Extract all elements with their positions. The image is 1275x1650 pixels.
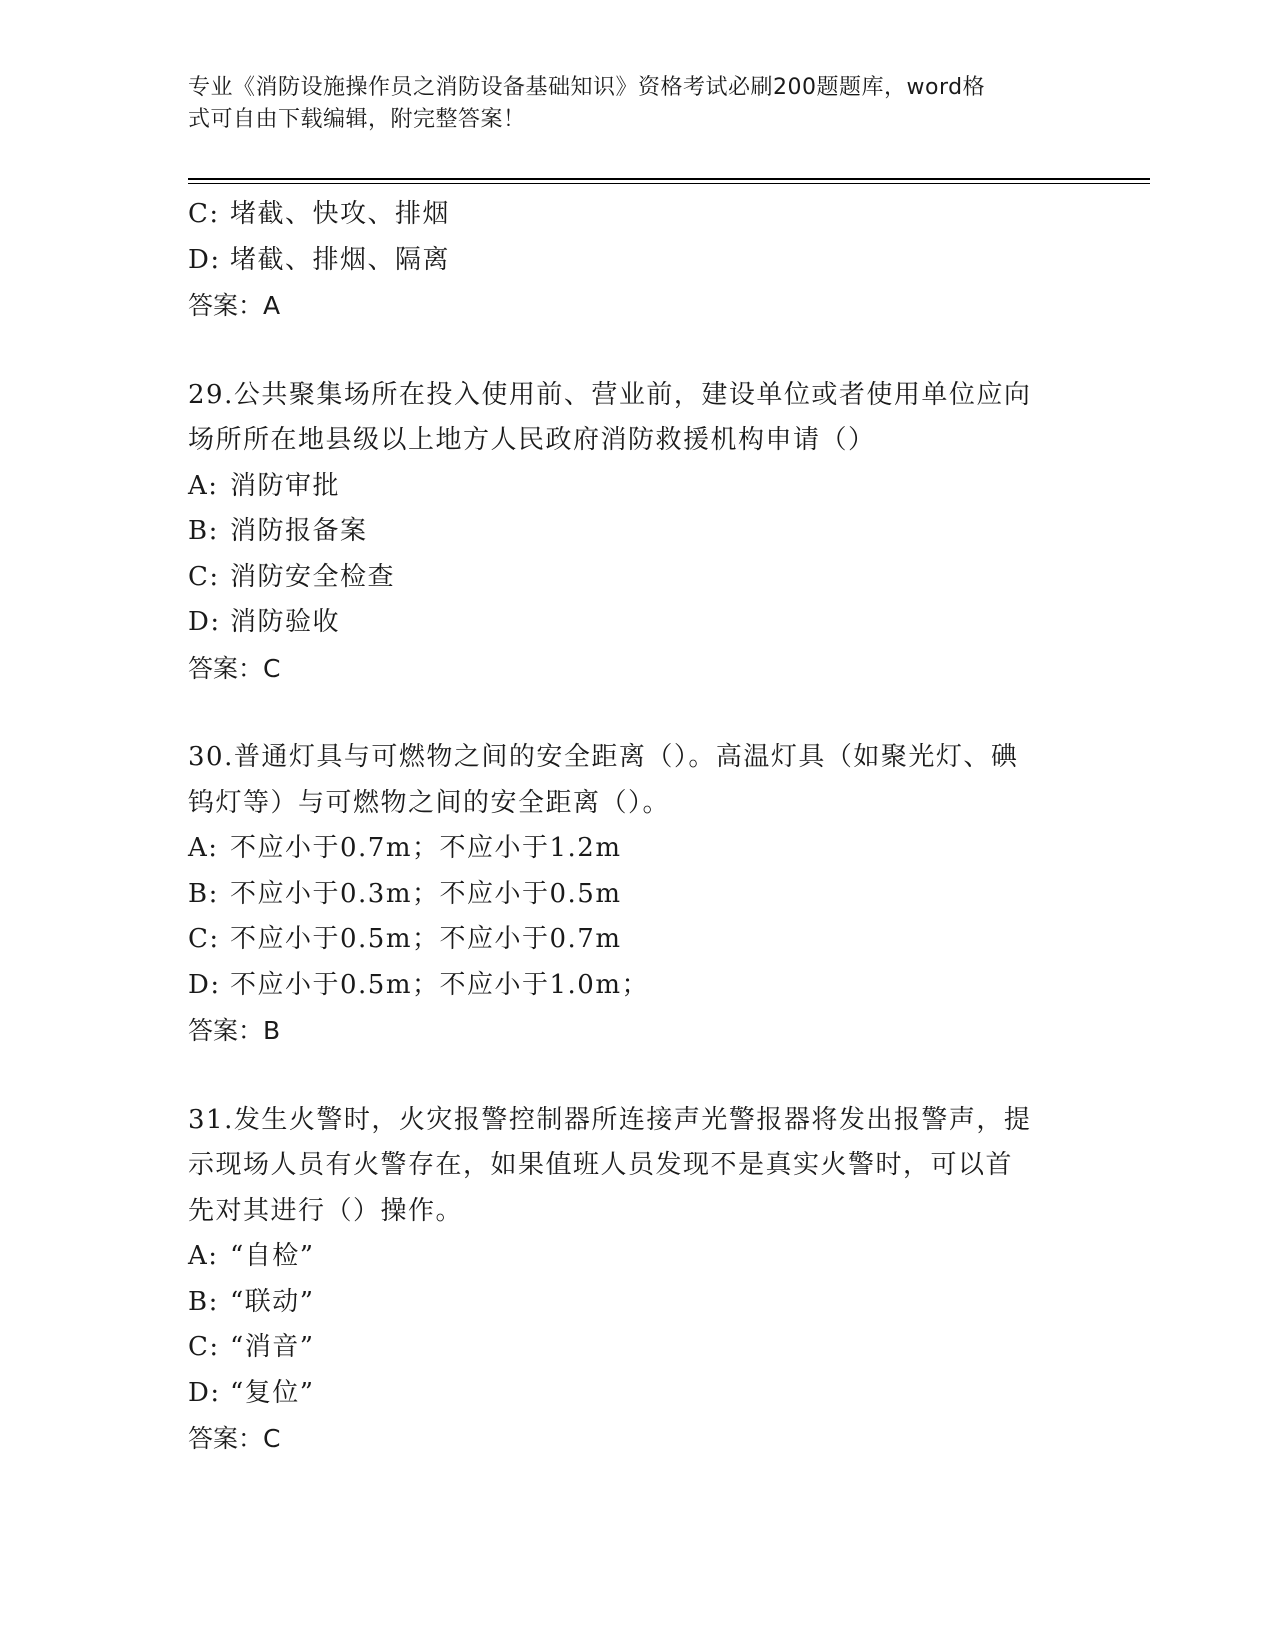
option-c: C: 堵截、快攻、排烟 <box>188 199 451 229</box>
question-stem-line: 钨灯等）与可燃物之间的安全距离（）。 <box>188 787 671 818</box>
document-header <box>188 72 1078 136</box>
option-d: D: 消防验收 <box>188 607 341 637</box>
header-rule-thin <box>188 183 1150 184</box>
option-d: D: 不应小于0.5m；不应小于1.0m； <box>188 969 650 1000</box>
option-c: C: 不应小于0.5m；不应小于0.7m <box>188 924 622 954</box>
question-stem-line: 场所所在地县级以上地方人民政府消防救援机构申请（） <box>188 425 876 455</box>
option-d: D: 堵截、排烟、隔离 <box>188 244 451 275</box>
option-c: C: “消音” <box>188 1332 315 1362</box>
question-stem-line: 30.普通灯具与可燃物之间的安全距离（）。高温灯具（如聚光灯、碘 <box>188 742 1019 772</box>
question-stem-line: 示现场人员有火警存在，如果值班人员发现不是真实火警时，可以首 <box>188 1150 1014 1180</box>
option-b: B: 消防报备案 <box>188 516 368 546</box>
answer-line: 答案：A <box>188 291 281 320</box>
answer-line: 答案：C <box>188 653 281 683</box>
header-line-2: 式可自由下载编辑，附完整答案！ <box>188 107 526 132</box>
question-30 <box>188 735 1088 1054</box>
option-d: D: “复位” <box>188 1377 315 1408</box>
option-b: B: “联动” <box>188 1286 315 1317</box>
option-a: A: 不应小于0.7m；不应小于1.2m <box>188 833 622 863</box>
question-stem-line: 31.发生火警时，火灾报警控制器所连接声光警报器将发出报警声，提 <box>188 1104 1032 1135</box>
question-stem-line: 先对其进行（）操作。 <box>188 1195 464 1226</box>
option-c: C: 消防安全检查 <box>188 561 396 592</box>
option-a: A: “自检” <box>188 1241 315 1271</box>
answer-line: 答案：C <box>188 1424 281 1453</box>
question-29 <box>188 373 1088 692</box>
question-31 <box>188 1098 1088 1462</box>
question-content <box>188 192 1088 1462</box>
header-rule-thick <box>188 178 1150 180</box>
answer-line: 答案：B <box>188 1016 281 1045</box>
option-b: B: 不应小于0.3m；不应小于0.5m <box>188 878 622 909</box>
option-a: A: 消防审批 <box>188 470 341 501</box>
header-line-1: 专业《消防设施操作员之消防设备基础知识》资格考试必刷200题题库，word格 <box>188 75 986 100</box>
question-stem-line: 29.公共聚集场所在投入使用前、营业前，建设单位或者使用单位应向 <box>188 379 1032 410</box>
